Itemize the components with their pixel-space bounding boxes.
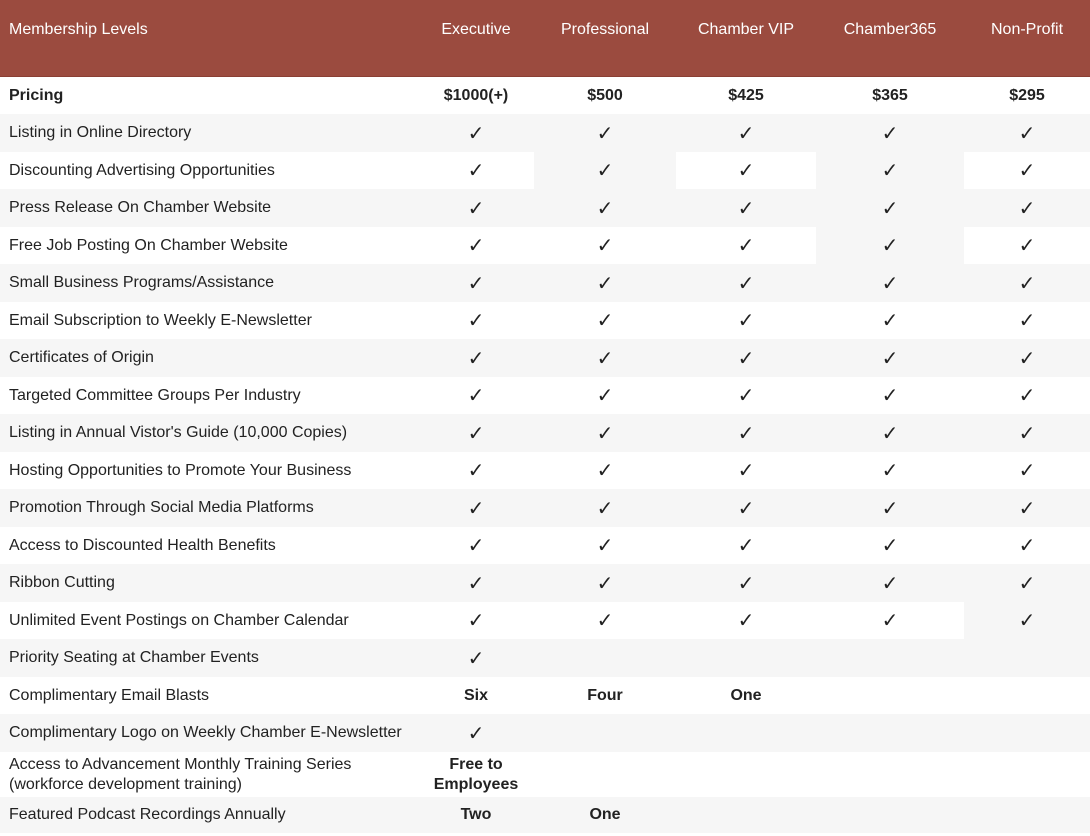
checkmark-icon: ✓ bbox=[1018, 197, 1036, 220]
checkmark-icon: ✓ bbox=[881, 272, 899, 295]
checkmark-icon: ✓ bbox=[881, 347, 899, 370]
checkmark-icon: ✓ bbox=[596, 122, 614, 145]
table-row bbox=[0, 264, 1090, 302]
checkmark-icon: ✓ bbox=[737, 497, 755, 520]
row-label: Priority Seating at Chamber Events bbox=[0, 639, 418, 677]
header-level-chamber-vip: Chamber VIP bbox=[697, 21, 795, 38]
table-cell bbox=[964, 677, 1090, 714]
checkmark-icon: ✓ bbox=[467, 460, 485, 482]
pricing-row bbox=[0, 77, 1090, 114]
table-row bbox=[0, 189, 1090, 227]
checkmark-icon: ✓ bbox=[881, 572, 899, 595]
checkmark-icon: ✓ bbox=[467, 497, 485, 520]
checkmark-icon: ✓ bbox=[467, 235, 485, 257]
checkmark-icon: ✓ bbox=[596, 272, 614, 295]
checkmark-icon: ✓ bbox=[467, 535, 485, 557]
table-row bbox=[0, 677, 1090, 714]
checkmark-icon: ✓ bbox=[1018, 385, 1036, 407]
checkmark-icon: ✓ bbox=[467, 310, 485, 332]
checkmark-icon: ✓ bbox=[467, 610, 485, 632]
row-label: Access to Advancement Monthly Training Series (workforce development training) bbox=[9, 755, 352, 793]
checkmark-icon: ✓ bbox=[467, 197, 485, 220]
price-value: $500 bbox=[587, 86, 623, 104]
checkmark-icon: ✓ bbox=[596, 235, 614, 257]
row-label: Unlimited Event Postings on Chamber Calendar bbox=[0, 602, 418, 639]
checkmark-icon: ✓ bbox=[881, 197, 899, 220]
checkmark-icon: ✓ bbox=[737, 197, 755, 220]
row-label: Discounting Advertising Opportunities bbox=[0, 152, 418, 189]
row-label: Complimentary Logo on Weekly Chamber E-Newsletter bbox=[0, 714, 418, 752]
table-row bbox=[0, 152, 1090, 189]
checkmark-icon: ✓ bbox=[737, 347, 755, 370]
checkmark-icon: ✓ bbox=[1018, 535, 1036, 557]
price-value: $365 bbox=[872, 86, 908, 104]
email-blast-count: Six bbox=[463, 686, 488, 704]
table-cell bbox=[676, 752, 816, 797]
table-cell bbox=[534, 752, 676, 797]
table-row bbox=[0, 564, 1090, 602]
checkmark-icon: ✓ bbox=[1018, 347, 1036, 370]
checkmark-icon: ✓ bbox=[467, 722, 485, 745]
checkmark-icon: ✓ bbox=[881, 535, 899, 557]
checkmark-icon: ✓ bbox=[467, 272, 485, 295]
checkmark-icon: ✓ bbox=[596, 497, 614, 520]
table-row bbox=[0, 752, 1090, 797]
checkmark-icon: ✓ bbox=[596, 197, 614, 220]
checkmark-icon: ✓ bbox=[737, 385, 755, 407]
checkmark-icon: ✓ bbox=[737, 572, 755, 595]
checkmark-icon: ✓ bbox=[1018, 610, 1036, 632]
table-row bbox=[0, 639, 1090, 677]
checkmark-icon: ✓ bbox=[737, 272, 755, 295]
table-row bbox=[0, 339, 1090, 377]
checkmark-icon: ✓ bbox=[737, 310, 755, 332]
table-row bbox=[0, 114, 1090, 152]
checkmark-icon: ✓ bbox=[881, 422, 899, 445]
checkmark-icon: ✓ bbox=[596, 460, 614, 482]
header-level-chamber365: Chamber365 bbox=[843, 21, 937, 38]
checkmark-icon: ✓ bbox=[467, 647, 485, 670]
checkmark-icon: ✓ bbox=[1018, 235, 1036, 257]
row-label: Promotion Through Social Media Platforms bbox=[0, 489, 418, 527]
checkmark-icon: ✓ bbox=[467, 422, 485, 445]
checkmark-icon: ✓ bbox=[881, 122, 899, 145]
header-level-executive: Executive bbox=[441, 21, 511, 38]
table-row bbox=[0, 414, 1090, 452]
checkmark-icon: ✓ bbox=[467, 122, 485, 145]
checkmark-icon: ✓ bbox=[596, 310, 614, 332]
table-row bbox=[0, 714, 1090, 752]
checkmark-icon: ✓ bbox=[467, 385, 485, 407]
table-cell bbox=[816, 752, 964, 797]
table-cell bbox=[676, 797, 816, 833]
checkmark-icon: ✓ bbox=[737, 610, 755, 632]
checkmark-icon: ✓ bbox=[881, 385, 899, 407]
table-row bbox=[0, 527, 1090, 564]
table-row bbox=[0, 452, 1090, 489]
table-row bbox=[0, 602, 1090, 639]
email-blast-count: One bbox=[730, 686, 762, 704]
checkmark-icon: ✓ bbox=[467, 347, 485, 370]
checkmark-icon: ✓ bbox=[1018, 497, 1036, 520]
checkmark-icon: ✓ bbox=[596, 610, 614, 632]
table-cell bbox=[964, 797, 1090, 833]
checkmark-icon: ✓ bbox=[596, 572, 614, 595]
checkmark-icon: ✓ bbox=[737, 535, 755, 557]
row-label: Complimentary Email Blasts bbox=[9, 686, 210, 704]
training-value: Free to Employees bbox=[433, 755, 519, 793]
checkmark-icon: ✓ bbox=[881, 310, 899, 332]
checkmark-icon: ✓ bbox=[596, 160, 614, 182]
price-value: $1000(+) bbox=[443, 86, 509, 104]
checkmark-icon: ✓ bbox=[1018, 160, 1036, 182]
row-label: Free Job Posting On Chamber Website bbox=[0, 227, 418, 264]
checkmark-icon: ✓ bbox=[737, 460, 755, 482]
pricing-label: Pricing bbox=[9, 86, 64, 104]
checkmark-icon: ✓ bbox=[596, 347, 614, 370]
table-row bbox=[0, 227, 1090, 264]
checkmark-icon: ✓ bbox=[1018, 460, 1036, 482]
row-label: Access to Discounted Health Benefits bbox=[9, 536, 276, 554]
checkmark-icon: ✓ bbox=[737, 235, 755, 257]
checkmark-icon: ✓ bbox=[596, 422, 614, 445]
table-row bbox=[0, 797, 1090, 833]
checkmark-icon: ✓ bbox=[1018, 422, 1036, 445]
checkmark-icon: ✓ bbox=[1018, 572, 1036, 595]
checkmark-icon: ✓ bbox=[596, 535, 614, 557]
row-label: Press Release On Chamber Website bbox=[0, 189, 418, 227]
row-label: Featured Podcast Recordings Annually bbox=[0, 797, 418, 833]
row-label: Targeted Committee Groups Per Industry bbox=[9, 386, 301, 404]
row-label: Listing in Annual Vistor's Guide (10,000 Copies) bbox=[0, 414, 418, 452]
checkmark-icon: ✓ bbox=[881, 497, 899, 520]
checkmark-icon: ✓ bbox=[596, 385, 614, 407]
checkmark-icon: ✓ bbox=[881, 160, 899, 182]
checkmark-icon: ✓ bbox=[881, 610, 899, 632]
price-value: $425 bbox=[728, 86, 764, 104]
header-level-non-profit: Non-Profit bbox=[990, 21, 1064, 38]
header-level-professional: Professional bbox=[560, 21, 650, 38]
checkmark-icon: ✓ bbox=[737, 160, 755, 182]
row-label: Email Subscription to Weekly E-Newsletter bbox=[9, 311, 312, 329]
checkmark-icon: ✓ bbox=[467, 160, 485, 182]
row-label: Hosting Opportunities to Promote Your Business bbox=[9, 461, 352, 479]
checkmark-icon: ✓ bbox=[737, 122, 755, 145]
table-header bbox=[0, 0, 1090, 77]
table-row bbox=[0, 489, 1090, 527]
checkmark-icon: ✓ bbox=[1018, 272, 1036, 295]
checkmark-icon: ✓ bbox=[467, 572, 485, 595]
table-row bbox=[0, 377, 1090, 414]
table-cell bbox=[816, 677, 964, 714]
checkmark-icon: ✓ bbox=[737, 422, 755, 445]
price-value: $295 bbox=[1009, 86, 1045, 104]
row-label: Certificates of Origin bbox=[0, 339, 418, 377]
podcast-count: Two bbox=[418, 797, 534, 833]
podcast-count: One bbox=[534, 797, 676, 833]
email-blast-count: Four bbox=[587, 686, 623, 704]
checkmark-icon: ✓ bbox=[1018, 310, 1036, 332]
header-title: Membership Levels bbox=[9, 21, 148, 38]
row-label: Ribbon Cutting bbox=[0, 564, 418, 602]
table-cell bbox=[964, 752, 1090, 797]
row-label: Listing in Online Directory bbox=[0, 114, 418, 152]
table-cell bbox=[816, 797, 964, 833]
checkmark-icon: ✓ bbox=[881, 235, 899, 257]
row-label: Small Business Programs/Assistance bbox=[0, 264, 418, 302]
checkmark-icon: ✓ bbox=[881, 460, 899, 482]
checkmark-icon: ✓ bbox=[1018, 122, 1036, 145]
table-row bbox=[0, 302, 1090, 339]
